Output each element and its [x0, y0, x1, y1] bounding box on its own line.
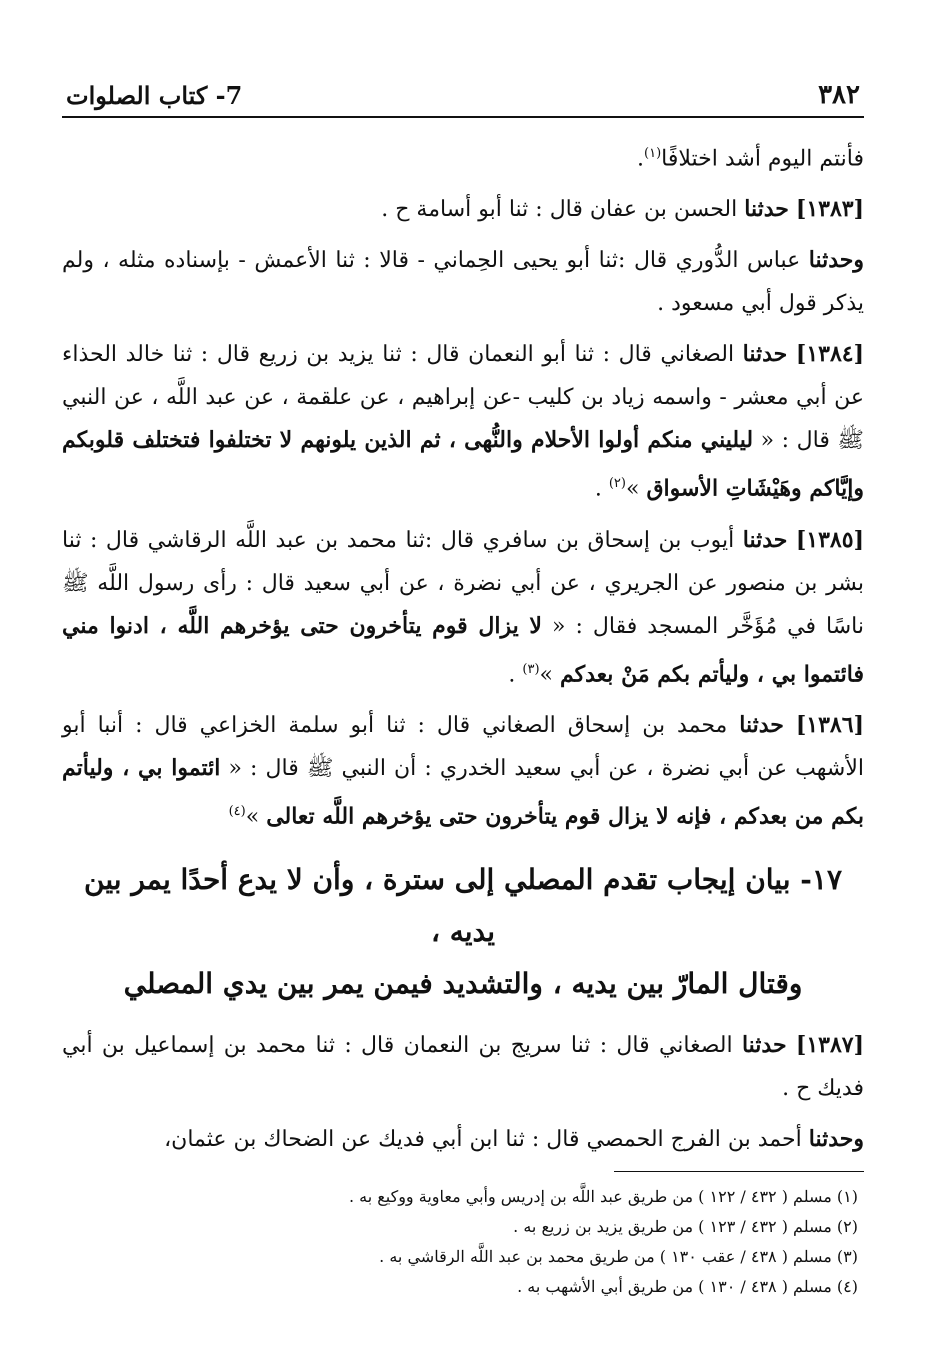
prophetic-text: ائتموا بي ، وليأتم بكم من بعدكم ، فإنه لا يزال قوم يتأخرون حتى يؤخرهم اللَّه تعالى: [62, 754, 864, 830]
hadith-lead: حدثنا: [742, 341, 788, 368]
prophetic-text: ليليني منكم أولوا الأحلام والنُّهى ، ثم الذين يلونهم لا تختلفوا فتختلف قلوبكم وإيَّاكم وهَيْشَاتِ الأسواق: [62, 427, 864, 502]
chapter-heading: [62, 854, 864, 1010]
hadith-number: [١٣٨٤]: [795, 341, 864, 368]
hadith-number: [١٣٨٦]: [795, 711, 864, 738]
paragraph-continuation: فأنتم اليوم أشد اختلافًا$^{(١)}$.: [637, 146, 864, 172]
hadith-lead: حدثنا: [741, 1032, 787, 1059]
chapter-heading-line-1: ١٧- بيان إيجاب تقدم المصلي إلى سترة ، وأن لا يدع أحدًا يمر بين يديه ،: [84, 863, 842, 949]
hadith-1386: [١٣٨٦] حدثنا محمد بن إسحاق الصغاني قال : ثنا أبو سلمة الخزاعي قال : أنبا أبو الأشهب عن أبي نضرة ، عن أبي سعيد الخدري : أن النبي ﷺ قال : « ائتموا بي ، وليأتم بكم من بعدكم ، فإنه لا يزال قوم يتأخرون حتى يؤخرهم اللَّه تعالى »$^{(٤)}$: [62, 711, 865, 830]
footnote-2: (٢) مسلم ( ٤٣٢ / ١٢٣ ) من طريق يزيد بن زريع به .: [513, 1217, 858, 1237]
footnote-ref-2: (٢): [608, 476, 626, 492]
hadith-number: [١٣٨٣]: [795, 196, 864, 223]
hadith-1385: [١٣٨٥] حدثنا أيوب بن إسحاق بن سافري قال :ثنا محمد بن عبد اللَّه الرقاشي قال : ثنا بشر بن منصور عن الجريري ، عن أبي نضرة ، عن أبي سعيد قال : رأى رسول اللَّه ﷺ ناسًا في مُؤَخَّر المسجد فقال : « لا يزال قوم يتأخرون حتى يؤخرهم اللَّه ، ادنوا مني فائتموا بي ، وليأتم بكم مَنْ بعدكم »$^{(٣)}$ .: [62, 526, 864, 687]
footnotes: [62, 1182, 864, 1302]
footnote-ref-4: (٤): [228, 803, 246, 819]
footnote-separator: [614, 1171, 864, 1172]
chapter-heading-line-2: وقتال المارّ بين يديه ، والتشديد فيمن يمر بين يدي المصلي: [123, 967, 803, 1001]
hadith-1383-chain: وحدثنا عباس الدُّوري قال :ثنا أبو يحيى الحِماني - قالا : ثنا الأعمش - بإسناده مثله ، ولم يذكر قول أبي مسعود .: [62, 247, 864, 317]
prophetic-text: لا يزال قوم يتأخرون حتى يؤخرهم اللَّه ، ادنوا مني فائتموا بي ، وليأتم بكم مَنْ بعدكم: [62, 612, 864, 687]
footnote-ref-3: (٣): [522, 661, 540, 677]
footnote-1: (١) مسلم ( ٤٣٢ / ١٢٢ ) من طريق عبد اللَّه بن إدريس وأبي معاوية ووكيع به .: [348, 1187, 858, 1207]
hadith-lead: وحدثنا: [808, 247, 864, 274]
footnote-ref-1: (١): [644, 146, 662, 161]
hadith-lead: وحدثنا: [808, 1126, 864, 1153]
hadith-lead: حدثنا: [739, 711, 784, 738]
hadith-number: [١٣٨٧]: [795, 1032, 865, 1059]
hadith-1387: [١٣٨٧] حدثنا الصغاني قال : ثنا سريج بن النعمان قال : ثنا محمد بن إسماعيل بن أبي فديك ح .: [62, 1032, 865, 1102]
hadith-1384: [١٣٨٤] حدثنا الصغاني قال : ثنا أبو النعمان قال : ثنا يزيد بن زريع قال : ثنا خالد الحذاء عن أبي معشر - واسمه زياد بن كليب -عن إبراهيم ، عن علقمة ، عن عبد اللَّه ، عن النبي ﷺ قال : « ليليني منكم أولوا الأحلام والنُّهى ، ثم الذين يلونهم لا تختلفوا فتختلف قلوبكم وإيَّاكم وهَيْشَاتِ الأسواق »$^{(٢)}$ .: [62, 341, 864, 502]
footnote-3: (٣) مسلم ( ٤٣٨ / عقب ١٣٠ ) من طريق محمد بن عبد اللَّه الرقاشي به .: [379, 1247, 858, 1267]
footnote-4: (٤) مسلم ( ٤٣٨ / ١٣٠ ) من طريق أبي الأشهب به .: [517, 1277, 858, 1297]
book-title: 7- كتاب الصلوات: [66, 81, 243, 110]
hadith-lead: حدثنا: [744, 196, 789, 223]
hadith-1387-chain: وحدثنا أحمد بن الفرج الحمصي قال : ثنا ابن أبي فديك عن الضحاك بن عثمان،: [164, 1126, 864, 1153]
hadith-number: [١٣٨٥]: [795, 526, 864, 553]
main-text: [62, 132, 864, 1161]
book-page: [62, 72, 864, 1302]
hadith-1383: [١٣٨٣] حدثنا الحسن بن عفان قال : ثنا أبو أسامة ح .: [381, 196, 864, 223]
hadith-lead: حدثنا: [742, 526, 788, 553]
page-number: ٣٨٢: [818, 80, 860, 110]
running-header: [62, 72, 864, 118]
